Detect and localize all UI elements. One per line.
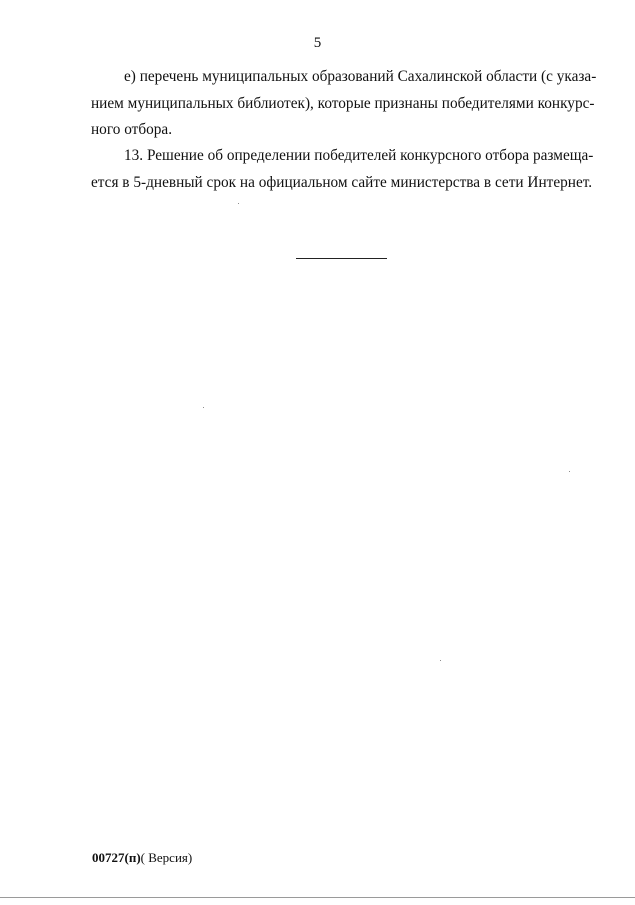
paragraph-e-line-3: ного отбора.	[91, 121, 173, 138]
footer-code-number: 00727(п)	[92, 850, 141, 865]
paragraph-13-line-1: 13. Решение об определении победителей конкурсного отбора размеща-	[124, 147, 594, 164]
scan-speck	[203, 407, 204, 408]
scan-speck	[238, 203, 239, 204]
paragraph-e	[91, 64, 597, 144]
footer-document-code	[92, 850, 192, 866]
paragraph-e-line-2: нием муниципальных библиотек), которые признаны победителями конкурс-	[91, 94, 595, 112]
scan-bottom-edge	[0, 897, 635, 898]
paragraph-13-line-2: ется в 5-дневный срок на официальном сайте министерства в сети Интернет.	[91, 173, 593, 191]
scan-speck	[440, 660, 441, 661]
scan-speck	[569, 471, 570, 472]
page-number: 5	[313, 35, 322, 51]
paragraph-e-line-1: е) перечень муниципальных образований Сахалинской области (с указа-	[124, 68, 597, 85]
closing-separator-line	[296, 258, 387, 259]
paragraph-13	[91, 143, 594, 196]
footer-version-label: ( Версия)	[140, 850, 193, 865]
